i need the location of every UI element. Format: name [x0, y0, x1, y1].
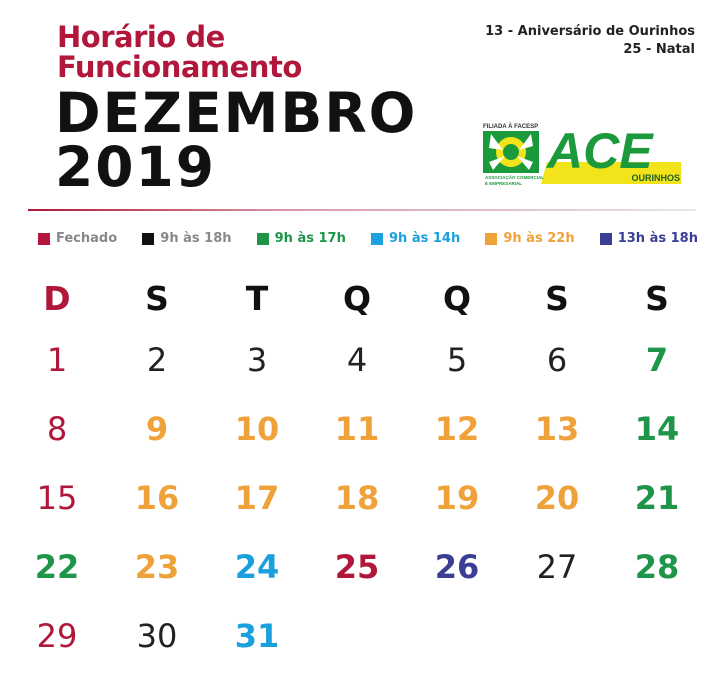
calendar-day: 18	[334, 478, 380, 517]
calendar-day: 26	[434, 547, 480, 586]
calendar-day: 3	[246, 340, 268, 379]
legend	[38, 231, 698, 246]
calendar-day: 8	[46, 409, 68, 448]
calendar-day: 7	[645, 340, 669, 379]
logo-sub-text-2: E EMPRESARIAL	[485, 181, 523, 186]
legend-item	[371, 231, 460, 246]
calendar-grid	[7, 271, 707, 670]
calendar-day: 24	[234, 547, 280, 586]
legend-item	[38, 231, 117, 246]
legend-label: 9h às 17h	[274, 231, 346, 246]
year-label: 2019	[55, 135, 217, 199]
note-aniversario: 13 - Aniversário de Ourinhos	[485, 24, 695, 39]
logo-city: OURINHOS	[631, 173, 680, 183]
legend-label: 9h às 14h	[389, 231, 461, 246]
calendar-day: 10	[234, 409, 280, 448]
calendar-day: 14	[634, 409, 680, 448]
calendar-day: 27	[536, 547, 578, 586]
ace-logo-graphic	[481, 122, 683, 189]
calendar-day: 12	[434, 409, 480, 448]
calendar-day: 15	[36, 478, 78, 517]
calendar-day: 25	[334, 547, 380, 586]
weekday-header: T	[245, 278, 269, 318]
legend-item	[485, 231, 574, 246]
legend-swatch	[600, 233, 612, 245]
calendar-day: 6	[546, 340, 568, 379]
logo-emblem-center	[503, 144, 519, 160]
title-line-1: Horário de	[57, 20, 225, 54]
calendar-day: 19	[434, 478, 480, 517]
calendar-day: 17	[234, 478, 280, 517]
weekday-header: D	[43, 278, 71, 318]
legend-item	[142, 231, 231, 246]
page-subtitle	[57, 22, 302, 82]
weekday-header: S	[545, 278, 569, 318]
weekday-header: S	[645, 278, 669, 318]
calendar-day: 11	[334, 409, 380, 448]
weekday-header: S	[145, 278, 169, 318]
legend-label: 13h às 18h	[617, 231, 698, 246]
weekday-header: Q	[442, 278, 472, 318]
title-line-2: Funcionamento	[57, 50, 302, 84]
month-label: DEZEMBRO	[55, 81, 418, 145]
logo-name: ACE	[547, 123, 653, 179]
calendar-day: 31	[234, 616, 280, 655]
calendar-day: 28	[634, 547, 680, 586]
page-title	[55, 81, 418, 199]
ace-logo	[481, 122, 683, 189]
legend-label: 9h às 22h	[503, 231, 575, 246]
logo-sub-text-1: ASSOCIAÇÃO COMERCIAL	[485, 175, 545, 180]
calendar-day: 2	[146, 340, 168, 379]
logo-top-text: FILIADA À FACESP	[483, 124, 539, 130]
legend-label: Fechado	[56, 231, 118, 246]
legend-swatch	[142, 233, 154, 245]
calendar-day: 16	[134, 478, 180, 517]
calendar-day: 21	[634, 478, 680, 517]
note-natal: 25 - Natal	[623, 42, 695, 57]
calendar-day: 9	[145, 409, 169, 448]
calendar-day: 13	[534, 409, 580, 448]
calendar-day: 1	[46, 340, 68, 379]
calendar-day: 23	[134, 547, 180, 586]
calendar-day: 5	[446, 340, 468, 379]
legend-swatch	[257, 233, 269, 245]
calendar-day: 20	[534, 478, 580, 517]
calendar-day: 22	[34, 547, 80, 586]
legend-item	[257, 231, 346, 246]
calendar-day: 4	[346, 340, 368, 379]
holiday-notes	[485, 23, 695, 59]
legend-swatch	[485, 233, 497, 245]
legend-swatch	[38, 233, 50, 245]
calendar-day: 29	[36, 616, 78, 655]
weekday-header: Q	[342, 278, 372, 318]
legend-item	[600, 231, 698, 246]
legend-swatch	[371, 233, 383, 245]
legend-label: 9h às 18h	[160, 231, 232, 246]
calendar-day: 30	[136, 616, 178, 655]
header-divider	[28, 209, 696, 211]
